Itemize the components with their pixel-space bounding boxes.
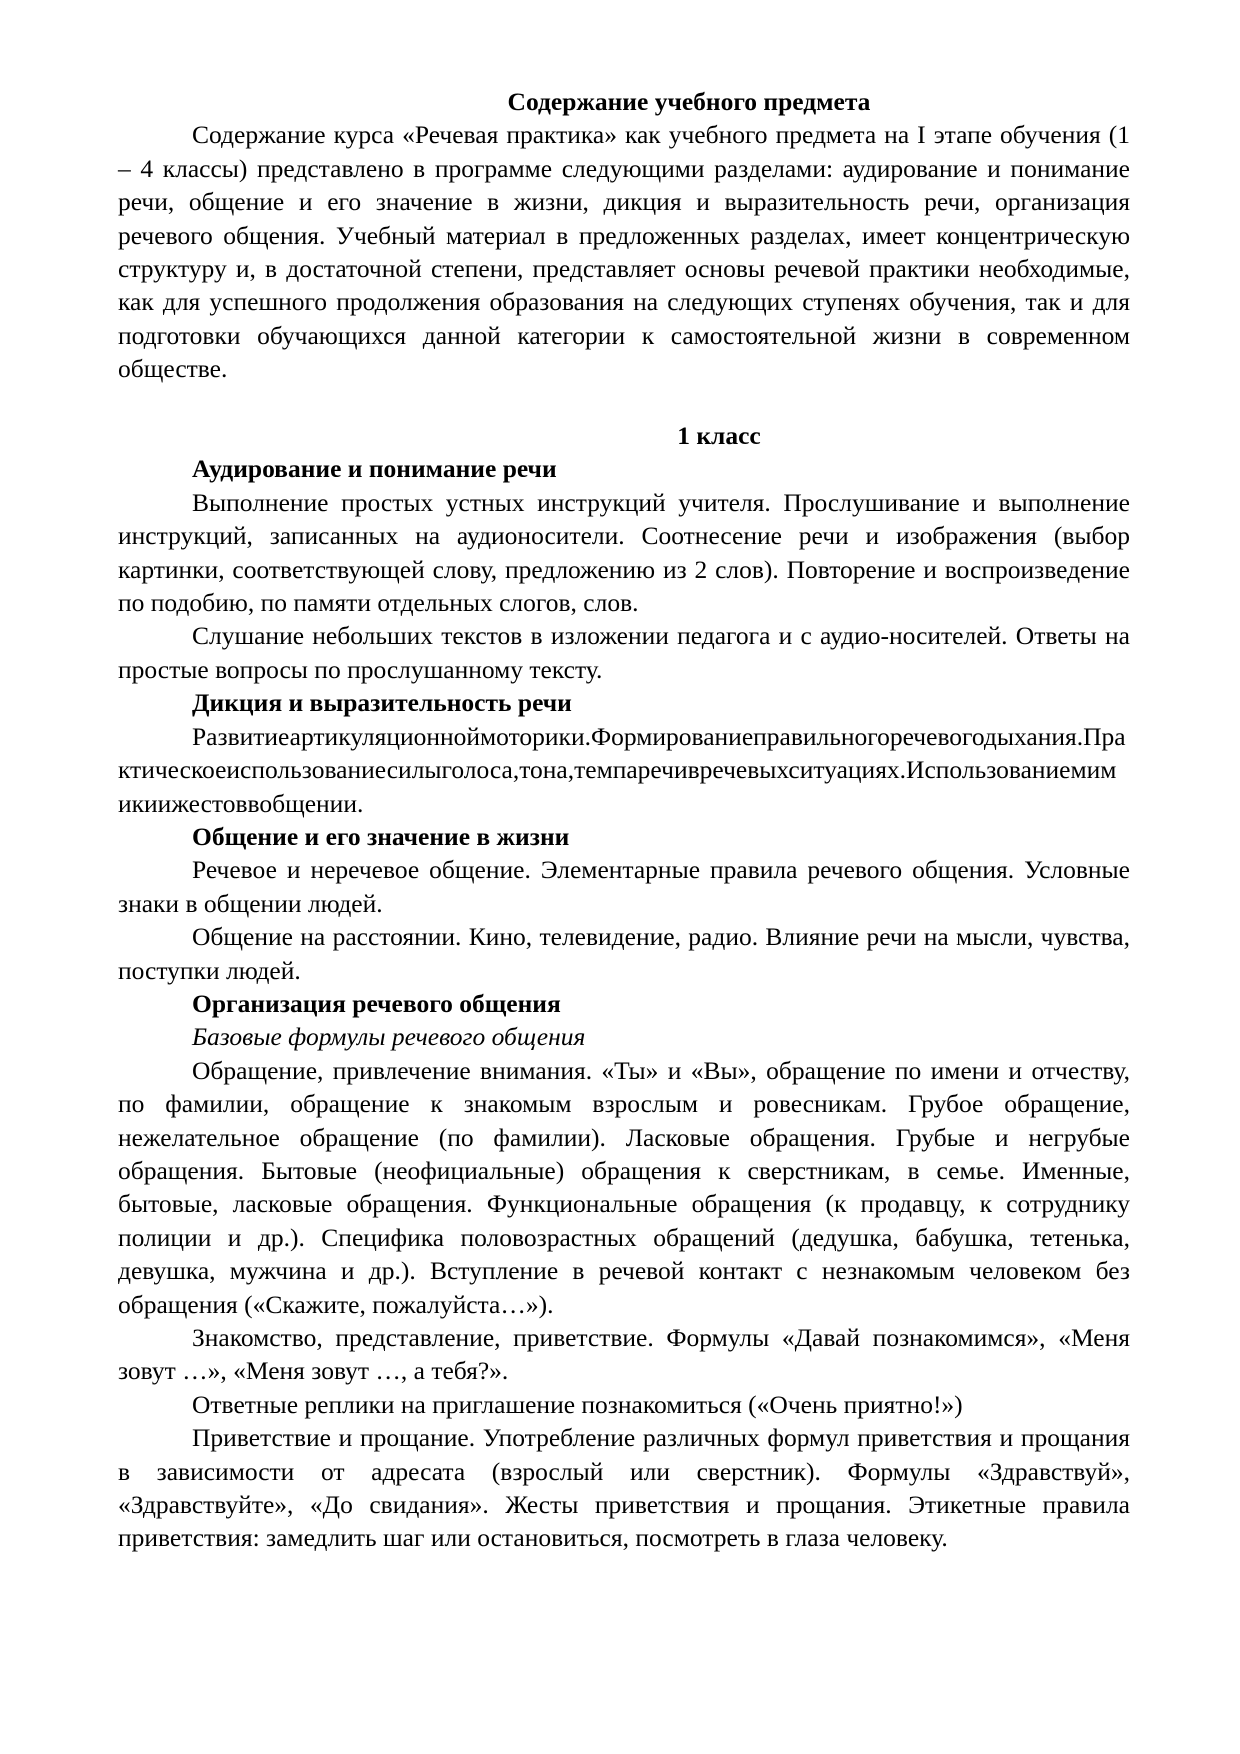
section-heading-communication: Общение и его значение в жизни (192, 821, 570, 851)
paragraph: Общение на расстоянии. Кино, телевидение, радио. Влияние речи на мысли, чувства, поступки людей. (118, 922, 1130, 985)
paragraph: Слушание небольших текстов в изложении педагога и с аудио-носителей. Ответы на простые вопросы по прослушанному тексту. (118, 621, 1130, 684)
paragraph: Обращение, привлечение внимания. «Ты» и «Вы», обращение по имени и отчеству, по фамилии, обращение к знакомым взрослым и ровесникам. Грубое обращение, нежелательное обращение (по фамилии). Ласковые обращения. Грубые и негрубые обращения. Бытовые (неофициальные) обращения к сверстникам, в семье. Именные, бытовые, ласковые обращения. Функциональные обращения (к продавцу, к сотруднику полиции и др.). Специфика половозрастных обращений (дедушка, бабушка, тетенька, девушка, мужчина и др.). Вступление в речевой контакт с незнакомым человеком без обращения («Скажите, пожалуйста…»). (118, 1055, 1130, 1319)
paragraph: Ответные реплики на приглашение познакомиться («Очень приятно!») (192, 1389, 963, 1419)
section-heading-organization: Организация речевого общения (192, 988, 561, 1018)
section-heading-listening: Аудирование и понимание речи (192, 454, 557, 484)
section-heading-diction: Дикция и выразительность речи (192, 688, 572, 718)
paragraph: Приветствие и прощание. Употребление различных формул приветствия и прощания в зависимости от адресата (взрослый или сверстник). Формулы «Здравствуй», «Здравствуйте», «До свидания». Жесты приветствия и прощания. Этикетные правила приветствия: замедлить шаг или остановиться, посмотреть в глаза человеку. (118, 1423, 1130, 1553)
class-heading: 1 класс (677, 421, 761, 451)
page-title: Содержание учебного предмета (507, 87, 871, 116)
document-page (118, 85, 1130, 1555)
paragraph: Выполнение простых устных инструкций учителя. Прослушивание и выполнение инструкций, записанных на аудионосители. Соотнесение речи и изображения (выбор картинки, соответствующей слову, предложению из 2 слов). Повторение и воспроизведение по подобию, по памяти отдельных слогов, слов. (118, 487, 1130, 618)
paragraph: Развитиеартикуляционноймоторики.Формированиеправильногоречевогодыхания.Практическоеиспользованиесилыголоса,тона,темпаречивречевыхситуациях.Использованиемимикиижестоввобщении. (118, 721, 1126, 818)
paragraph: Речевое и неречевое общение. Элементарные правила речевого общения. Условные знаки в общении людей. (118, 855, 1130, 918)
section-subheading: Базовые формулы речевого общения (192, 1022, 586, 1052)
intro-paragraph: Содержание курса «Речевая практика» как учебного предмета на I этапе обучения (1 – 4 классы) представлено в программе следующими разделами: аудирование и понимание речи, общение и его значение в жизни, дикция и выразительность речи, организация речевого общения. Учебный материал в предложенных разделах, имеет концентрическую структуру и, в достаточной степени, представляет основы речевой практики необходимые, как для успешного продолжения образования на следующих ступенях обучения, так и для подготовки обучающихся данной категории к самостоятельной жизни в современном обществе. (118, 120, 1130, 384)
paragraph: Знакомство, представление, приветствие. Формулы «Давай познакомимся», «Меня зовут …», «Меня зовут …, а тебя?». (118, 1323, 1130, 1386)
